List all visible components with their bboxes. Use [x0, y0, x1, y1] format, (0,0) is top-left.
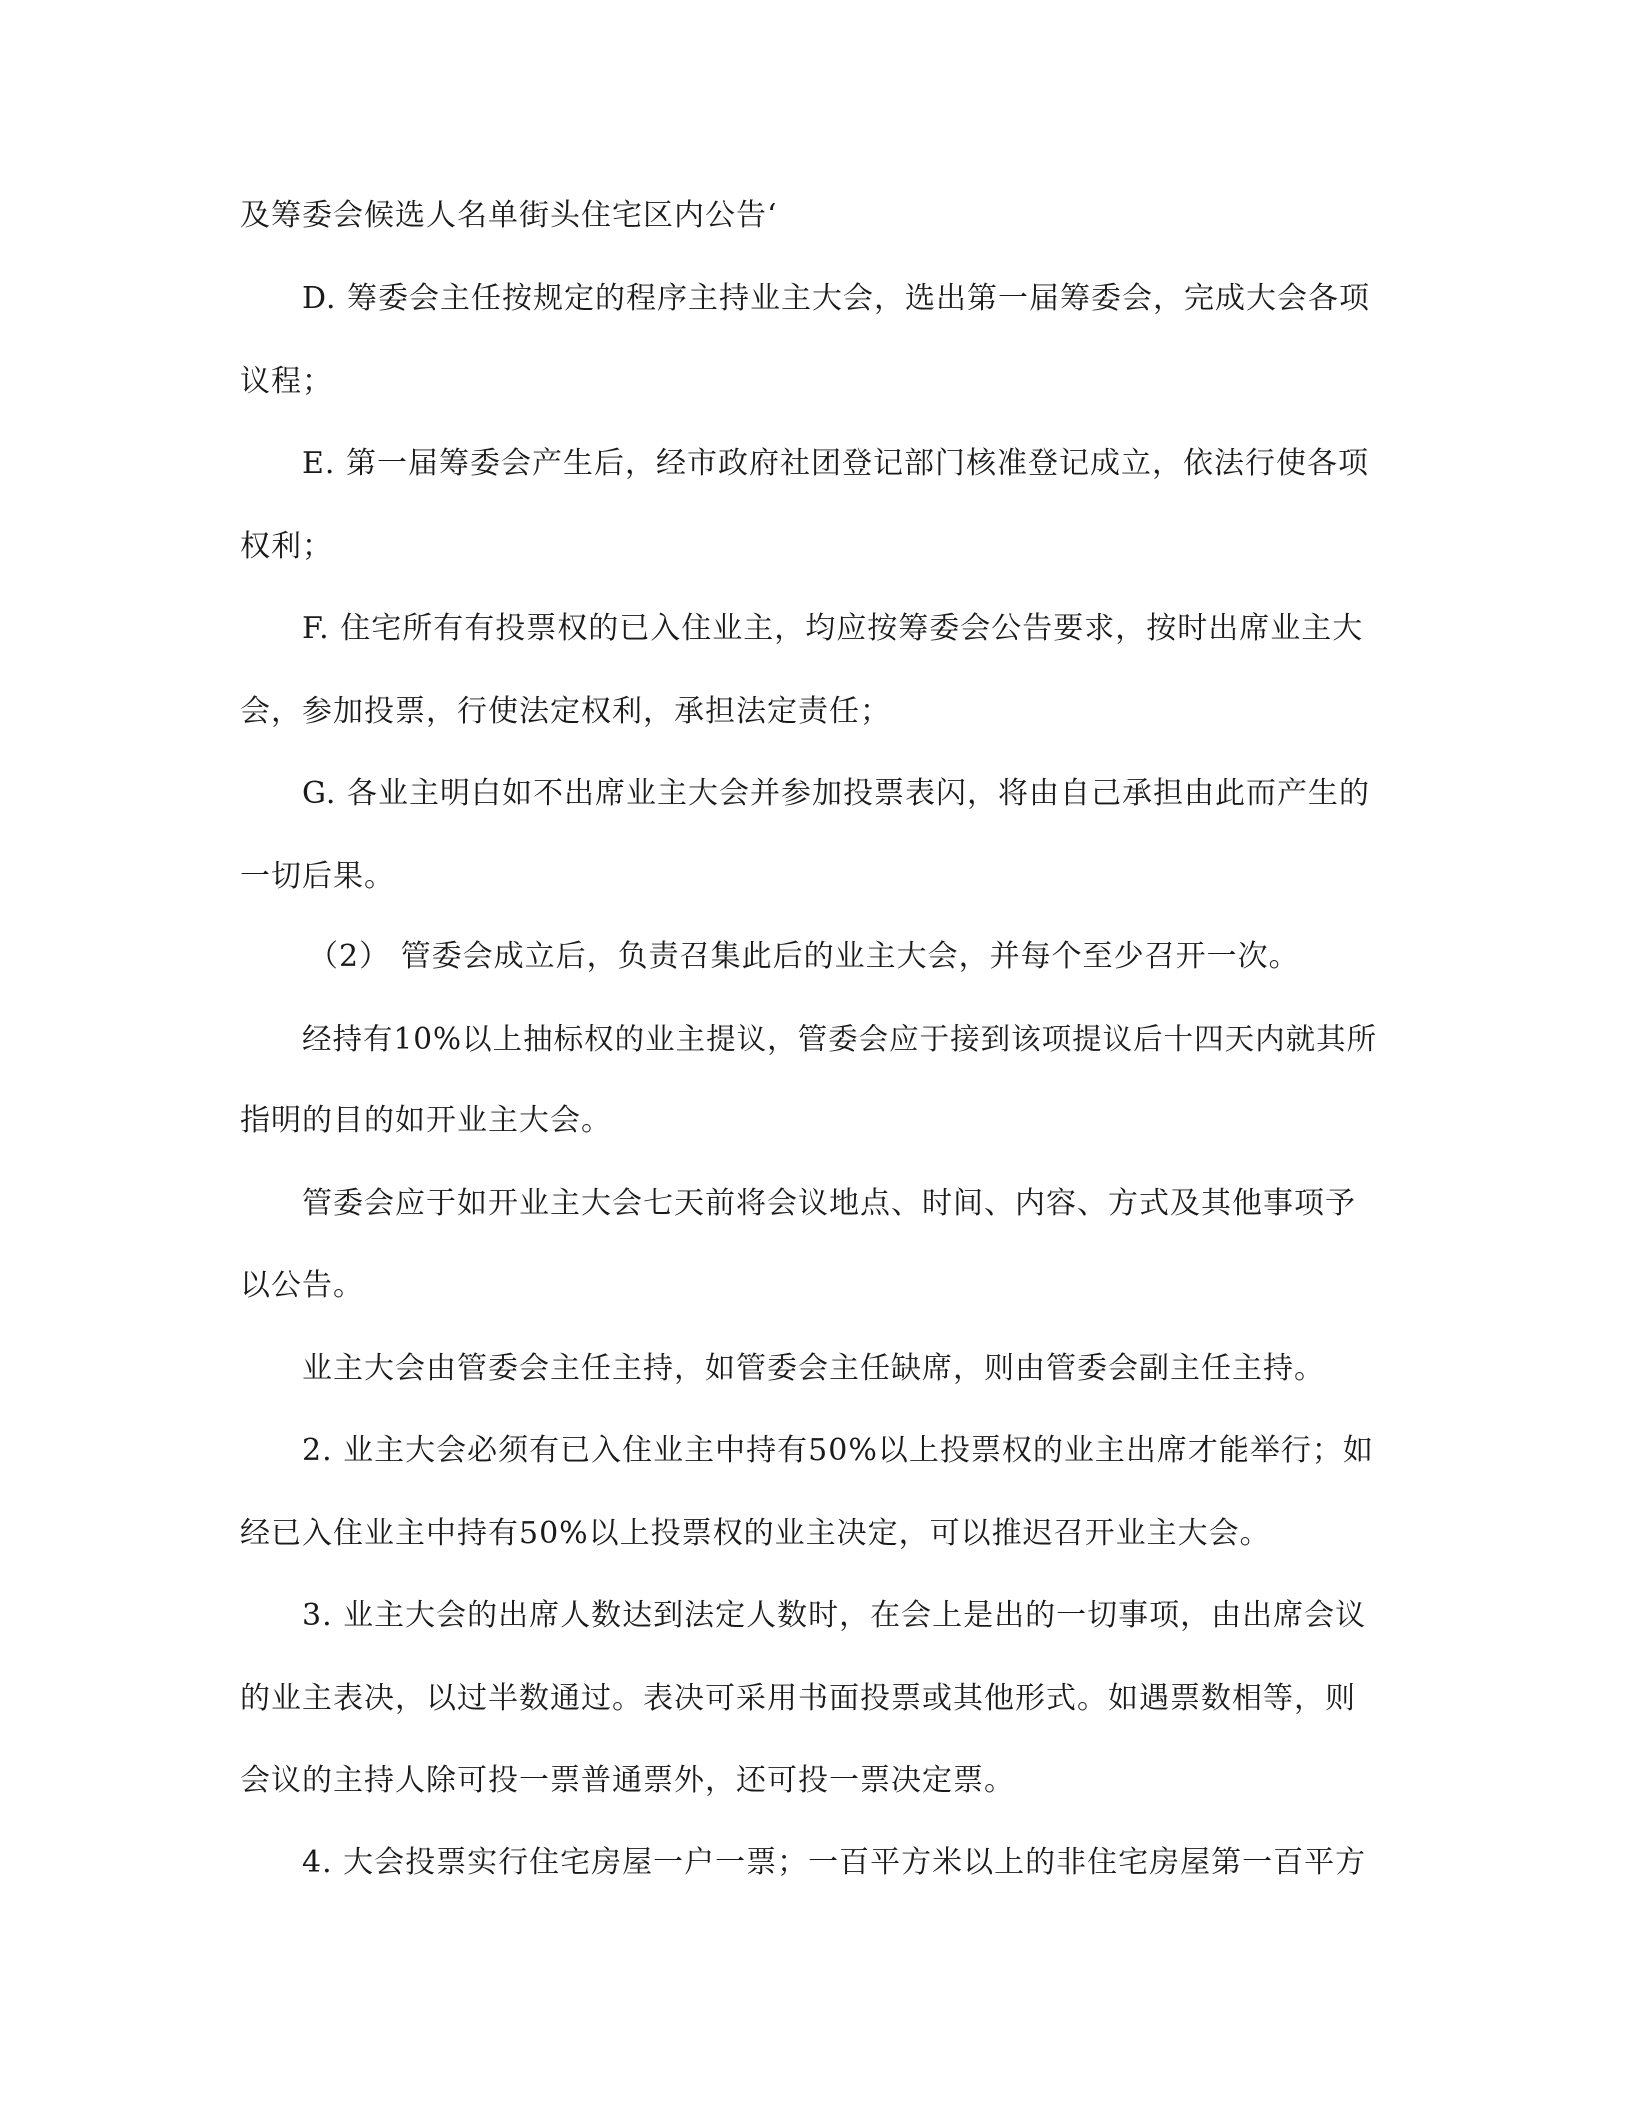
text-line: 经持有10%以上抽标权的业主提议，管委会应于接到该项提议后十四天内就其所 [302, 1022, 1378, 1056]
text-line: 及筹委会候选人名单街头住宅区内公告‘ [240, 198, 778, 233]
text-line: F. 住宅所有有投票权的已入住业主，均应按筹委会公告要求，按时出席业主大 [302, 611, 1364, 646]
text-line: 会议的主持人除可投一票普通票外，还可投一票决定票。 [240, 1763, 1015, 1798]
text-line: 2. 业主大会必须有已入住业主中持有50%以上投票权的业主出席才能举行；如 [302, 1433, 1374, 1468]
text-line: 管委会应于如开业主大会七天前将会议地点、时间、内容、方式及其他事项予 [302, 1186, 1356, 1221]
text-line: 经已入住业主中持有50%以上投票权的业主决定，可以推迟召开业主大会。 [240, 1516, 1271, 1551]
text-line: 的业主表决，以过半数通过。表决可采用书面投票或其他形式。如遇票数相等，则 [240, 1681, 1356, 1716]
text-line: G. 各业主明白如不出席业主大会并参加投票表闪，将由自己承担由此而产生的 [302, 776, 1370, 811]
text-line: 一切后果。 [240, 859, 395, 894]
text-line: （2） 管委会成立后，负责召集此后的业主大会，并每个至少召开一次。 [308, 939, 1300, 974]
text-line: 业主大会由管委会主任主持，如管委会主任缺席，则由管委会副主任主持。 [302, 1351, 1325, 1386]
text-line: 议程； [240, 364, 333, 399]
text-line: D. 筹委会主任按规定的程序主持业主大会，选出第一届筹委会，完成大会各项 [302, 281, 1371, 316]
text-line: 以公告。 [240, 1268, 364, 1303]
text-line: 3. 业主大会的出席人数达到法定人数时，在会上是出的一切事项，由出席会议 [302, 1598, 1367, 1633]
text-line: 指明的目的如开业主大会。 [240, 1103, 612, 1138]
text-line: E. 第一届筹委会产生后，经市政府社团登记部门核准登记成立，依法行使各项 [302, 446, 1369, 481]
text-line: 4. 大会投票实行住宅房屋一户一票；一百平方米以上的非住宅房屋第一百平方 [302, 1845, 1367, 1880]
text-line: 会，参加投票，行使法定权利，承担法定责任； [240, 694, 891, 729]
text-line: 权利； [240, 529, 333, 564]
